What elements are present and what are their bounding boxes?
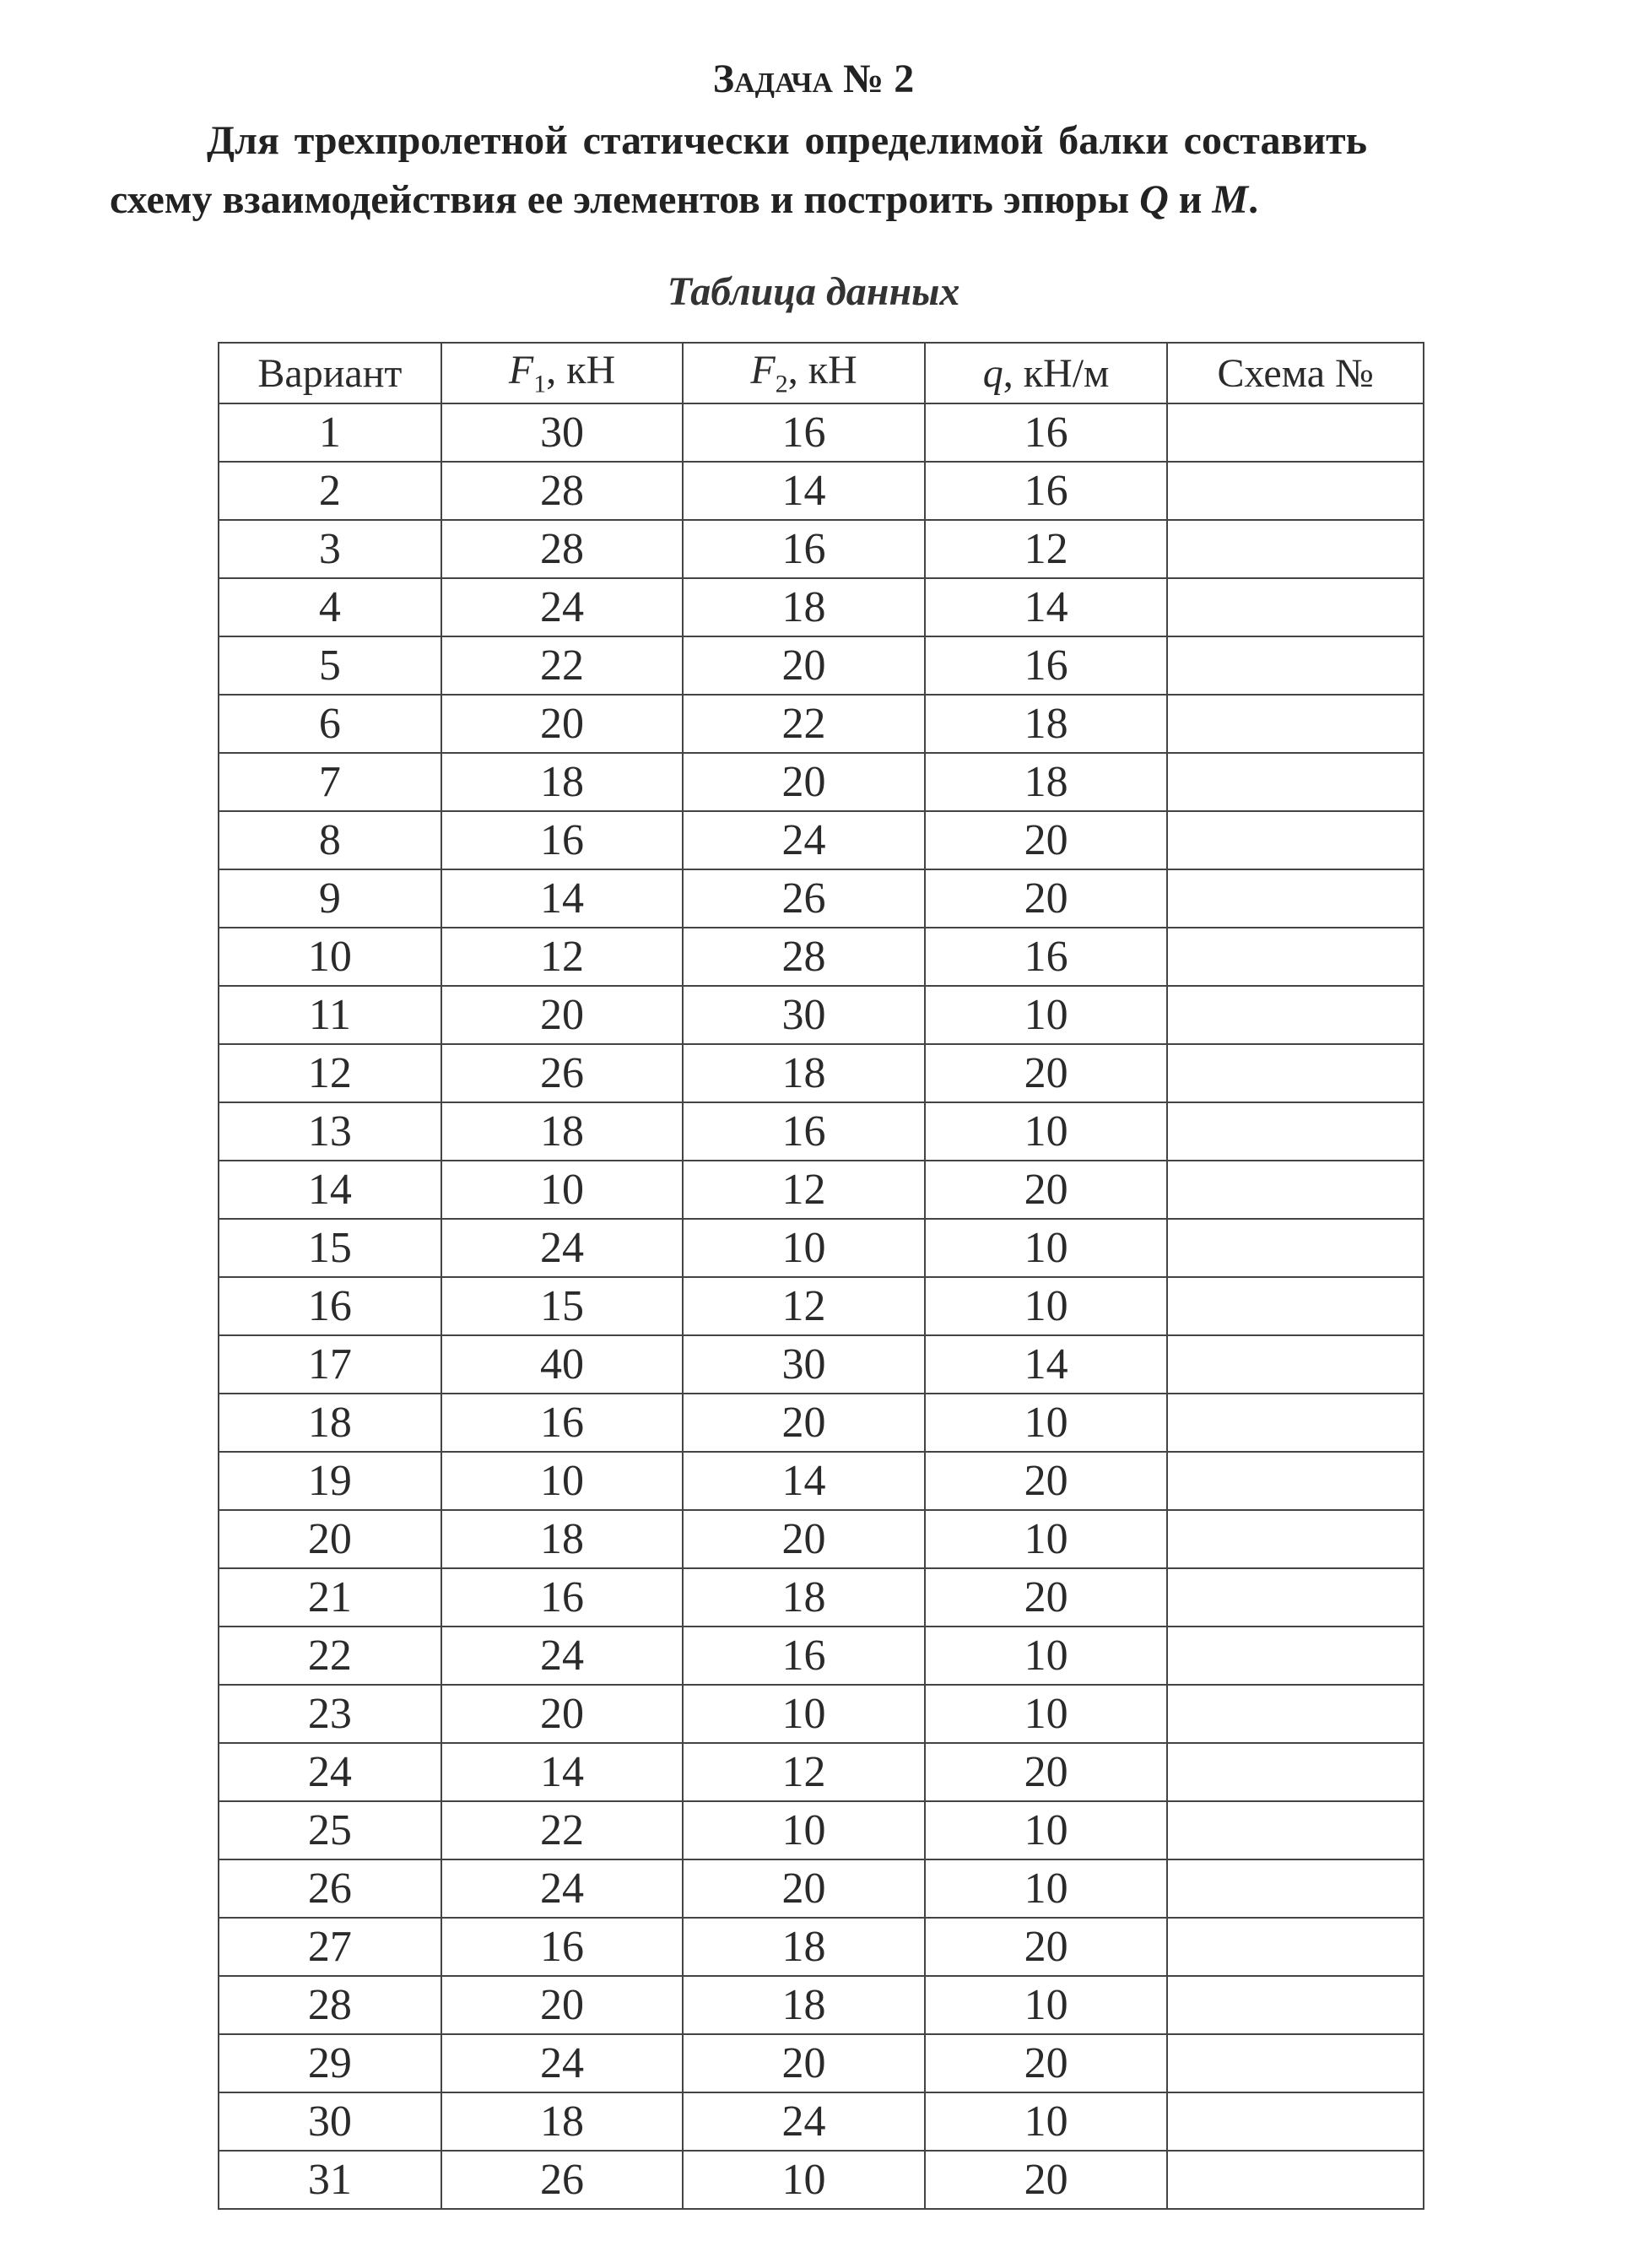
f1-cell: 16 bbox=[441, 1918, 684, 1976]
scheme-cell bbox=[1167, 811, 1424, 869]
scheme-cell bbox=[1167, 2092, 1424, 2151]
q-cell: 18 bbox=[925, 753, 1168, 811]
f1-cell: 24 bbox=[441, 1627, 684, 1685]
variant-cell: 2 bbox=[219, 462, 441, 520]
variant-cell: 9 bbox=[219, 869, 441, 928]
table-row bbox=[219, 2092, 1424, 2151]
f2-symbol: F bbox=[750, 348, 776, 393]
table-row bbox=[219, 578, 1424, 636]
scheme-cell bbox=[1167, 462, 1424, 520]
q-cell: 20 bbox=[925, 869, 1168, 928]
col-header-f2 bbox=[683, 343, 925, 403]
q-symbol: q bbox=[982, 350, 1003, 396]
table-row bbox=[219, 1627, 1424, 1685]
scheme-cell bbox=[1167, 1918, 1424, 1976]
q-cell: 10 bbox=[925, 1976, 1168, 2034]
task-and: и bbox=[1168, 177, 1213, 222]
q-cell: 20 bbox=[925, 1452, 1168, 1510]
f2-cell: 20 bbox=[683, 1510, 925, 1568]
q-cell: 10 bbox=[925, 1859, 1168, 1918]
variant-cell: 23 bbox=[219, 1685, 441, 1743]
table-row bbox=[219, 928, 1424, 986]
variant-cell: 22 bbox=[219, 1627, 441, 1685]
f1-cell: 20 bbox=[441, 986, 684, 1044]
f2-cell: 12 bbox=[683, 1161, 925, 1219]
f2-cell: 22 bbox=[683, 695, 925, 753]
f1-cell: 18 bbox=[441, 2092, 684, 2151]
scheme-cell bbox=[1167, 869, 1424, 928]
table-row bbox=[219, 462, 1424, 520]
variant-cell: 26 bbox=[219, 1859, 441, 1918]
f2-cell: 18 bbox=[683, 1568, 925, 1627]
q-cell: 20 bbox=[925, 1044, 1168, 1102]
scheme-cell bbox=[1167, 1277, 1424, 1335]
col-header-scheme: Схема № bbox=[1167, 343, 1424, 403]
table-row bbox=[219, 1685, 1424, 1743]
task-q-symbol: Q bbox=[1139, 177, 1169, 222]
q-cell: 20 bbox=[925, 1161, 1168, 1219]
q-cell: 10 bbox=[925, 1627, 1168, 1685]
table-row bbox=[219, 1510, 1424, 1568]
f2-cell: 20 bbox=[683, 636, 925, 695]
variant-cell: 10 bbox=[219, 928, 441, 986]
table-row bbox=[219, 811, 1424, 869]
q-cell: 10 bbox=[925, 1510, 1168, 1568]
f1-subscript: 1 bbox=[533, 370, 547, 398]
col-header-q bbox=[925, 343, 1168, 403]
f1-cell: 15 bbox=[441, 1277, 684, 1335]
q-cell: 20 bbox=[925, 811, 1168, 869]
table-row bbox=[219, 753, 1424, 811]
q-cell: 10 bbox=[925, 1102, 1168, 1161]
variant-cell: 16 bbox=[219, 1277, 441, 1335]
scheme-cell bbox=[1167, 403, 1424, 462]
variant-cell: 6 bbox=[219, 695, 441, 753]
table-header-row bbox=[219, 343, 1424, 403]
scheme-cell bbox=[1167, 753, 1424, 811]
q-cell: 20 bbox=[925, 1743, 1168, 1801]
f1-cell: 20 bbox=[441, 1685, 684, 1743]
variant-cell: 17 bbox=[219, 1335, 441, 1394]
table-row bbox=[219, 695, 1424, 753]
f2-cell: 10 bbox=[683, 1219, 925, 1277]
q-cell: 20 bbox=[925, 1568, 1168, 1627]
f1-cell: 18 bbox=[441, 1510, 684, 1568]
f1-cell: 26 bbox=[441, 2151, 684, 2209]
scheme-cell bbox=[1167, 1976, 1424, 2034]
variant-cell: 11 bbox=[219, 986, 441, 1044]
f2-unit: , кН bbox=[787, 348, 857, 393]
table-row bbox=[219, 869, 1424, 928]
table-row bbox=[219, 1277, 1424, 1335]
f2-cell: 18 bbox=[683, 1976, 925, 2034]
f1-cell: 14 bbox=[441, 869, 684, 928]
q-cell: 16 bbox=[925, 403, 1168, 462]
f1-symbol: F bbox=[508, 348, 534, 393]
variant-cell: 3 bbox=[219, 520, 441, 578]
task-text: Для трехпролетной статически определимой балки составить схему взаимодействия ее элементов и построить эпюры bbox=[110, 118, 1367, 222]
f1-cell: 20 bbox=[441, 695, 684, 753]
variant-cell: 29 bbox=[219, 2034, 441, 2092]
scheme-cell bbox=[1167, 986, 1424, 1044]
q-cell: 10 bbox=[925, 1801, 1168, 1859]
variant-cell: 20 bbox=[219, 1510, 441, 1568]
f2-cell: 20 bbox=[683, 1859, 925, 1918]
table-row bbox=[219, 1335, 1424, 1394]
q-cell: 16 bbox=[925, 462, 1168, 520]
variant-cell: 15 bbox=[219, 1219, 441, 1277]
f2-cell: 18 bbox=[683, 1918, 925, 1976]
scheme-cell bbox=[1167, 1685, 1424, 1743]
variant-cell: 5 bbox=[219, 636, 441, 695]
table-row bbox=[219, 1044, 1424, 1102]
q-cell: 20 bbox=[925, 2034, 1168, 2092]
f1-cell: 16 bbox=[441, 1394, 684, 1452]
q-cell: 16 bbox=[925, 928, 1168, 986]
q-cell: 14 bbox=[925, 1335, 1168, 1394]
f2-subscript: 2 bbox=[775, 370, 788, 398]
f1-cell: 30 bbox=[441, 403, 684, 462]
f2-cell: 30 bbox=[683, 986, 925, 1044]
variant-cell: 7 bbox=[219, 753, 441, 811]
scheme-cell bbox=[1167, 2034, 1424, 2092]
table-row bbox=[219, 1452, 1424, 1510]
f2-cell: 30 bbox=[683, 1335, 925, 1394]
scheme-cell bbox=[1167, 1335, 1424, 1394]
f1-cell: 12 bbox=[441, 928, 684, 986]
f2-cell: 12 bbox=[683, 1743, 925, 1801]
f2-cell: 10 bbox=[683, 2151, 925, 2209]
f1-cell: 24 bbox=[441, 1859, 684, 1918]
q-cell: 10 bbox=[925, 1219, 1168, 1277]
f1-cell: 20 bbox=[441, 1976, 684, 2034]
f2-cell: 24 bbox=[683, 2092, 925, 2151]
f2-cell: 18 bbox=[683, 578, 925, 636]
table-row bbox=[219, 1219, 1424, 1277]
table-row bbox=[219, 1568, 1424, 1627]
table-row bbox=[219, 403, 1424, 462]
f2-cell: 14 bbox=[683, 462, 925, 520]
variant-cell: 19 bbox=[219, 1452, 441, 1510]
table-row bbox=[219, 1102, 1424, 1161]
table-row bbox=[219, 1743, 1424, 1801]
f2-cell: 12 bbox=[683, 1277, 925, 1335]
q-cell: 18 bbox=[925, 695, 1168, 753]
f1-cell: 16 bbox=[441, 811, 684, 869]
f1-cell: 40 bbox=[441, 1335, 684, 1394]
f1-cell: 28 bbox=[441, 520, 684, 578]
table-row bbox=[219, 986, 1424, 1044]
scheme-cell bbox=[1167, 1801, 1424, 1859]
f2-cell: 16 bbox=[683, 1627, 925, 1685]
scheme-cell bbox=[1167, 1219, 1424, 1277]
scheme-cell bbox=[1167, 1568, 1424, 1627]
f1-cell: 10 bbox=[441, 1161, 684, 1219]
scheme-cell bbox=[1167, 1161, 1424, 1219]
q-unit: , кН/м bbox=[1003, 350, 1110, 396]
col-header-f1 bbox=[441, 343, 684, 403]
variant-cell: 31 bbox=[219, 2151, 441, 2209]
table-row bbox=[219, 636, 1424, 695]
scheme-cell bbox=[1167, 578, 1424, 636]
q-cell: 10 bbox=[925, 2092, 1168, 2151]
table-row bbox=[219, 1859, 1424, 1918]
f2-cell: 16 bbox=[683, 1102, 925, 1161]
f1-cell: 22 bbox=[441, 1801, 684, 1859]
scheme-cell bbox=[1167, 695, 1424, 753]
task-end: . bbox=[1248, 177, 1259, 222]
table-row bbox=[219, 1801, 1424, 1859]
variant-cell: 18 bbox=[219, 1394, 441, 1452]
scheme-cell bbox=[1167, 1510, 1424, 1568]
variant-cell: 30 bbox=[219, 2092, 441, 2151]
f2-cell: 24 bbox=[683, 811, 925, 869]
table-row bbox=[219, 2151, 1424, 2209]
q-cell: 14 bbox=[925, 578, 1168, 636]
f1-cell: 10 bbox=[441, 1452, 684, 1510]
f2-cell: 16 bbox=[683, 403, 925, 462]
variant-cell: 1 bbox=[219, 403, 441, 462]
scheme-cell bbox=[1167, 1743, 1424, 1801]
q-cell: 10 bbox=[925, 1394, 1168, 1452]
variant-cell: 12 bbox=[219, 1044, 441, 1102]
variant-cell: 4 bbox=[219, 578, 441, 636]
f1-cell: 24 bbox=[441, 2034, 684, 2092]
data-table bbox=[218, 342, 1424, 2210]
variant-cell: 24 bbox=[219, 1743, 441, 1801]
f1-cell: 22 bbox=[441, 636, 684, 695]
f2-cell: 10 bbox=[683, 1801, 925, 1859]
scheme-cell bbox=[1167, 1859, 1424, 1918]
scheme-cell bbox=[1167, 1044, 1424, 1102]
scheme-cell bbox=[1167, 1394, 1424, 1452]
f1-cell: 28 bbox=[441, 462, 684, 520]
variant-cell: 28 bbox=[219, 1976, 441, 2034]
q-cell: 12 bbox=[925, 520, 1168, 578]
q-cell: 10 bbox=[925, 1685, 1168, 1743]
variant-cell: 13 bbox=[219, 1102, 441, 1161]
scheme-cell bbox=[1167, 1102, 1424, 1161]
f2-cell: 18 bbox=[683, 1044, 925, 1102]
f2-cell: 20 bbox=[683, 2034, 925, 2092]
scheme-cell bbox=[1167, 520, 1424, 578]
table-row bbox=[219, 1394, 1424, 1452]
f2-cell: 20 bbox=[683, 1394, 925, 1452]
table-row bbox=[219, 1161, 1424, 1219]
q-cell: 20 bbox=[925, 2151, 1168, 2209]
q-cell: 10 bbox=[925, 986, 1168, 1044]
f1-cell: 26 bbox=[441, 1044, 684, 1102]
q-cell: 16 bbox=[925, 636, 1168, 695]
f1-cell: 14 bbox=[441, 1743, 684, 1801]
scheme-cell bbox=[1167, 1627, 1424, 1685]
table-row bbox=[219, 520, 1424, 578]
f2-cell: 20 bbox=[683, 753, 925, 811]
table-row bbox=[219, 1918, 1424, 1976]
f2-cell: 28 bbox=[683, 928, 925, 986]
task-statement bbox=[110, 111, 1367, 230]
f2-cell: 26 bbox=[683, 869, 925, 928]
f1-cell: 16 bbox=[441, 1568, 684, 1627]
q-cell: 20 bbox=[925, 1918, 1168, 1976]
variant-cell: 14 bbox=[219, 1161, 441, 1219]
f1-cell: 24 bbox=[441, 578, 684, 636]
f2-cell: 10 bbox=[683, 1685, 925, 1743]
f1-cell: 24 bbox=[441, 1219, 684, 1277]
scheme-cell bbox=[1167, 636, 1424, 695]
variant-cell: 21 bbox=[219, 1568, 441, 1627]
variant-cell: 8 bbox=[219, 811, 441, 869]
scheme-cell bbox=[1167, 928, 1424, 986]
col-header-variant: Вариант bbox=[219, 343, 441, 403]
variant-cell: 27 bbox=[219, 1918, 441, 1976]
f2-cell: 14 bbox=[683, 1452, 925, 1510]
scheme-cell bbox=[1167, 1452, 1424, 1510]
task-m-symbol: M bbox=[1212, 177, 1249, 222]
f1-cell: 18 bbox=[441, 1102, 684, 1161]
scheme-cell bbox=[1167, 2151, 1424, 2209]
variant-cell: 25 bbox=[219, 1801, 441, 1859]
f1-cell: 18 bbox=[441, 753, 684, 811]
q-cell: 10 bbox=[925, 1277, 1168, 1335]
table-row bbox=[219, 1976, 1424, 2034]
table-caption: Таблица данных bbox=[667, 269, 960, 314]
table-row bbox=[219, 2034, 1424, 2092]
f1-unit: , кН bbox=[546, 348, 616, 393]
task-heading: Задача № 2 bbox=[712, 57, 915, 101]
f2-cell: 16 bbox=[683, 520, 925, 578]
